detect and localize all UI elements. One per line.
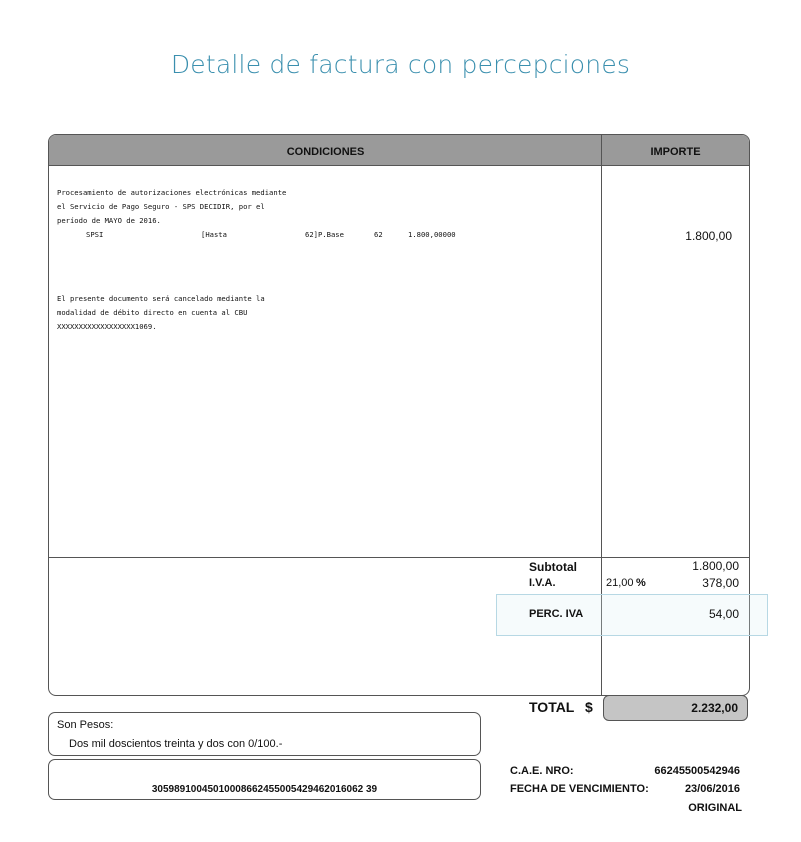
item-amount: 1.800,00 <box>685 229 732 243</box>
due-date-label: FECHA DE VENCIMIENTO: <box>510 783 649 795</box>
item-code: SPSI <box>86 230 104 239</box>
barcode-number: 30598910045010008662455005429462016062 39 <box>151 784 378 795</box>
description-line: Procesamiento de autorizaciones electrónicas mediante <box>57 188 287 197</box>
item-qty: 62 <box>374 230 383 239</box>
subtotal-label: Subtotal <box>529 560 577 574</box>
total-value: 2.232,00 <box>691 701 738 715</box>
item-hasta: [Hasta <box>201 230 227 239</box>
header-condiciones: CONDICIONES <box>286 146 365 158</box>
note-line: XXXXXXXXXXXXXXXXXX1069. <box>57 322 157 331</box>
barcode-box <box>48 759 481 800</box>
perc-iva-value: 54,00 <box>708 607 739 621</box>
description-line: período de MAYO de 2016. <box>57 216 161 225</box>
iva-label: I.V.A. <box>529 577 556 589</box>
subtotal-value: 1.800,00 <box>692 559 739 573</box>
note-line: modalidad de débito directo en cuenta al CBU <box>57 308 248 317</box>
note-line: El presente documento será cancelado mediante la <box>57 294 265 303</box>
currency-symbol: $ <box>585 699 593 715</box>
description-line: el Servicio de Pago Seguro - SPS DECIDIR, por el <box>57 202 265 211</box>
item-unit-price: 1.800,00000 <box>408 230 456 239</box>
iva-value: 378,00 <box>702 576 739 590</box>
due-date-value: 23/06/2016 <box>684 783 740 795</box>
total-label: TOTAL <box>529 699 575 715</box>
total-box <box>603 695 748 721</box>
table-header <box>49 135 749 166</box>
perc-iva-label: PERC. IVA <box>529 608 584 620</box>
header-importe: IMPORTE <box>650 146 701 158</box>
son-pesos-label: Son Pesos: <box>57 719 114 731</box>
amount-in-words: Dos mil doscientos treinta y dos con 0/100.- <box>69 738 283 750</box>
iva-percent-symbol: % <box>636 577 646 589</box>
page-title: Detalle de factura con percepciones <box>170 50 631 79</box>
item-base: 62]P.Base <box>305 230 344 239</box>
iva-rate: 21,00 <box>606 577 634 589</box>
totals-divider <box>49 557 749 558</box>
copy-type-label: ORIGINAL <box>688 802 742 814</box>
amount-in-words-box <box>48 712 481 756</box>
cae-number: 66245500542946 <box>654 765 740 777</box>
cae-label: C.A.E. NRO: <box>510 765 574 777</box>
